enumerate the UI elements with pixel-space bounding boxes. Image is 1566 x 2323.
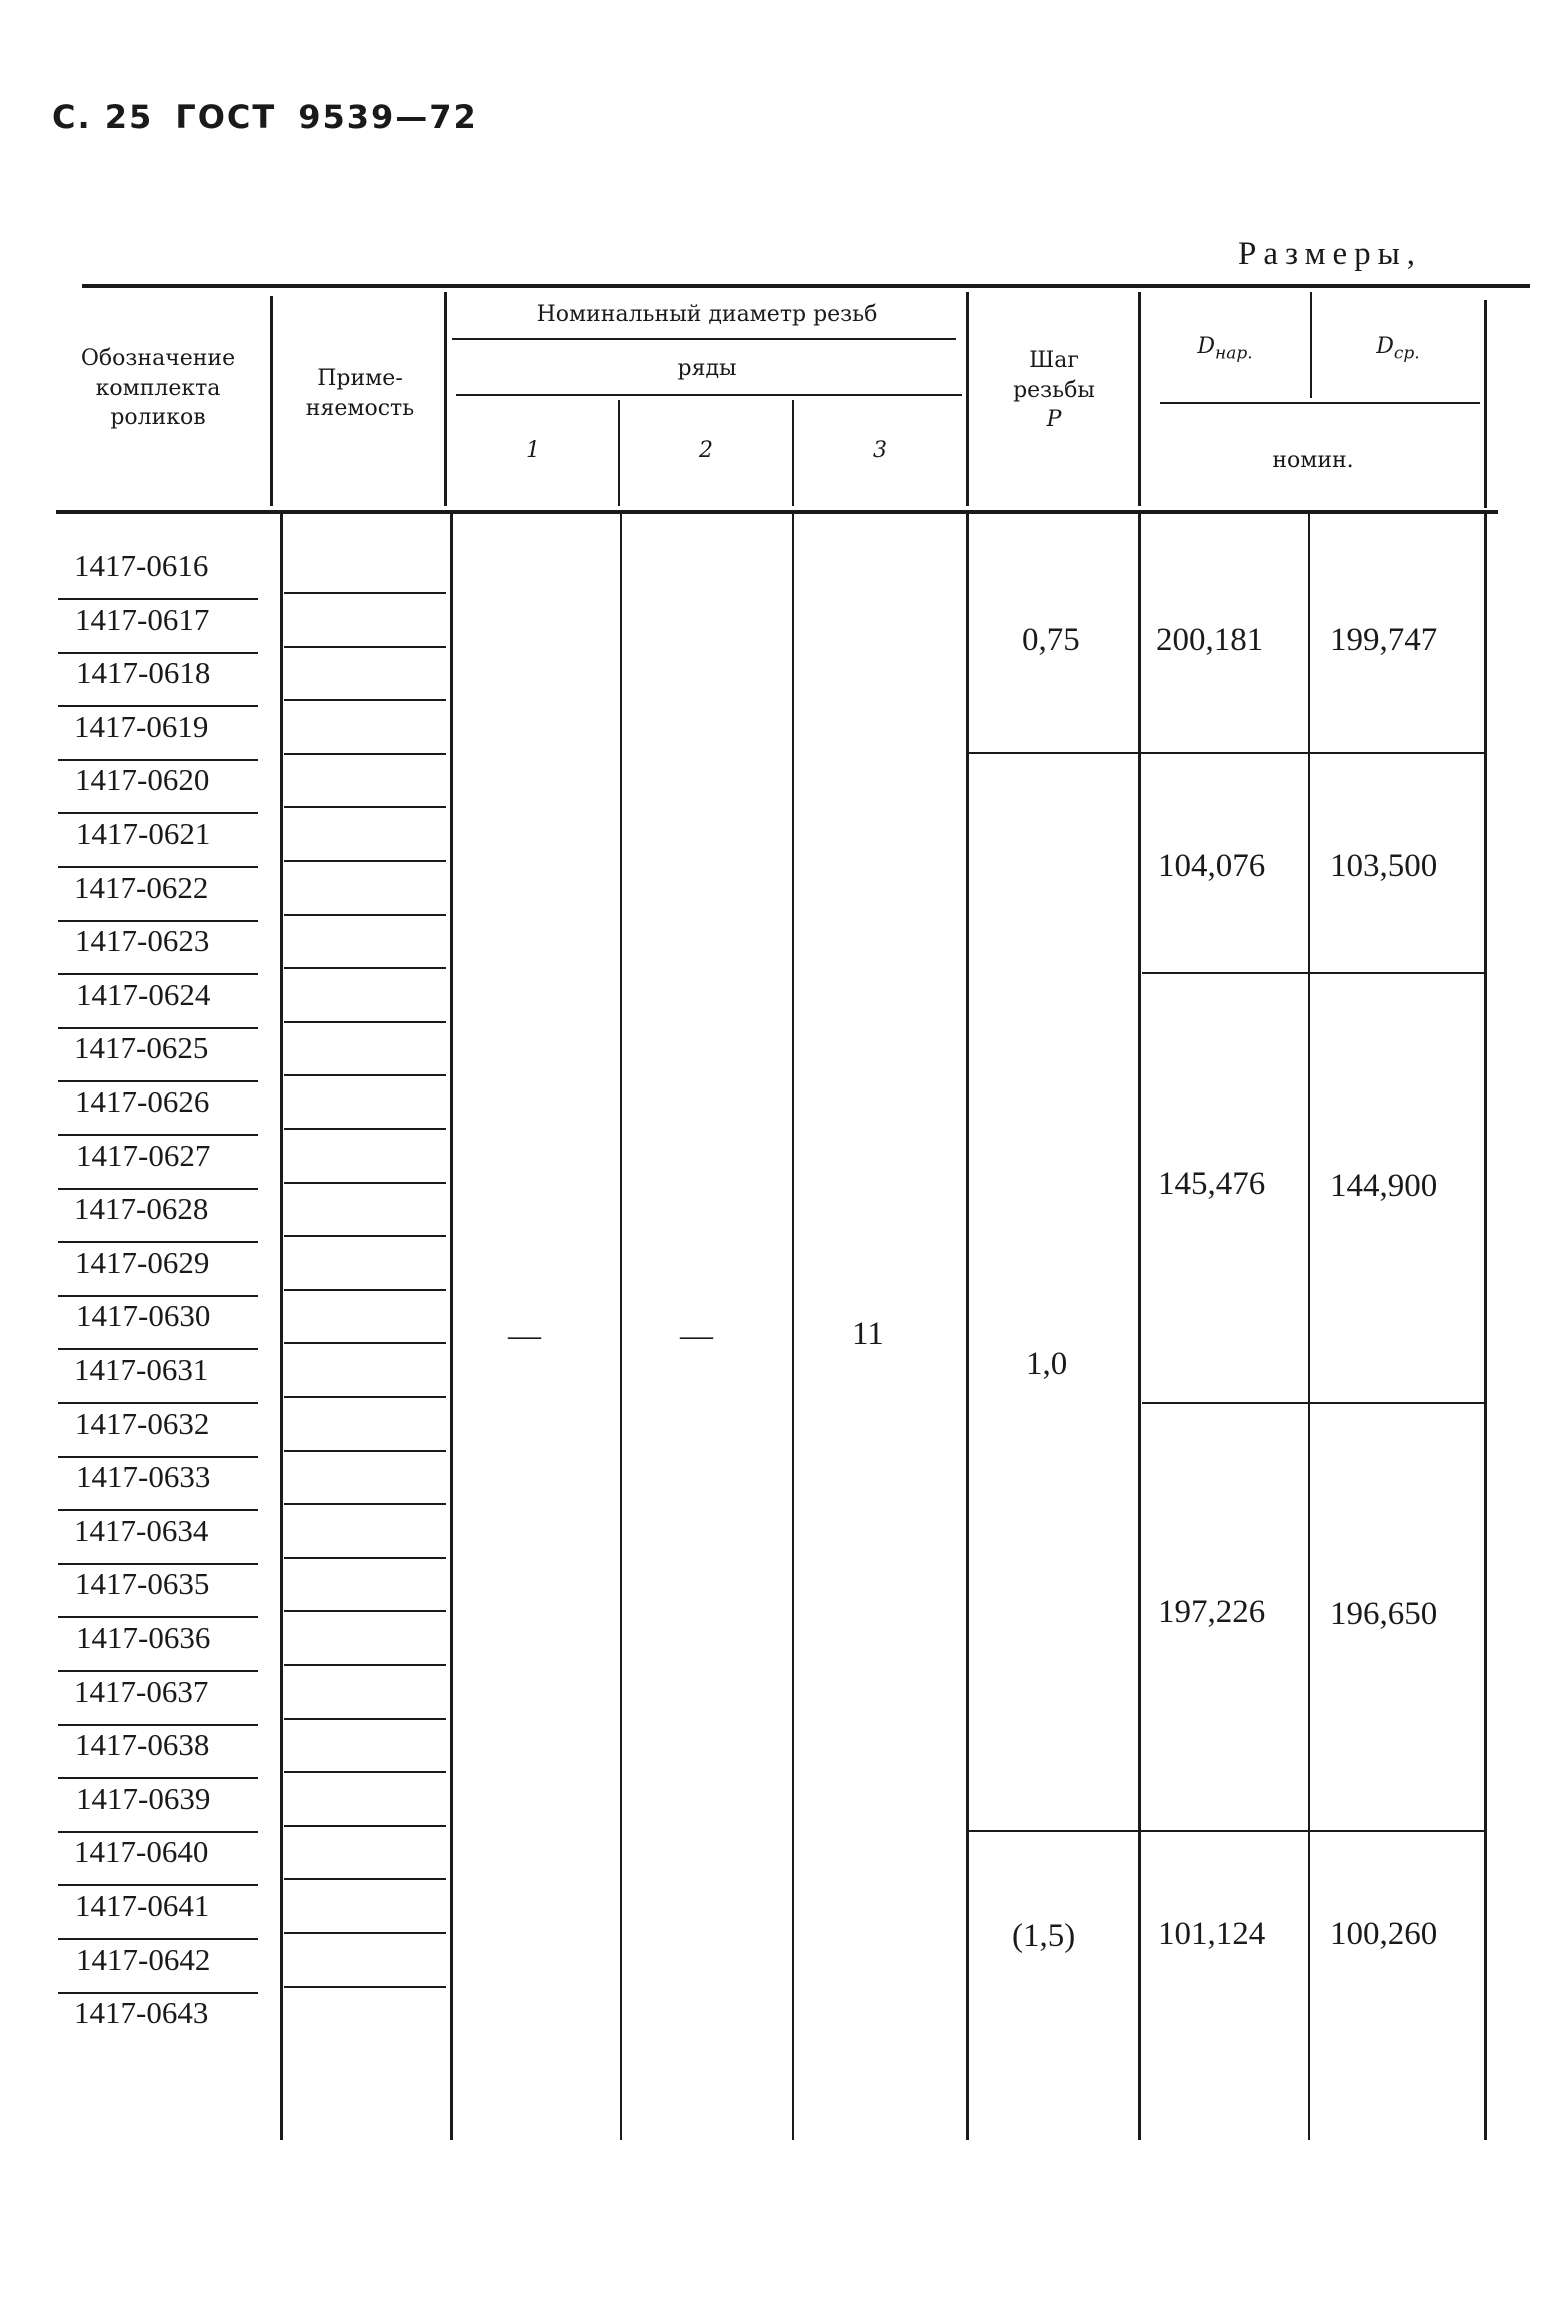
roller-set-code: 1417-0617 — [75, 601, 210, 637]
applicability-row-rule — [284, 1878, 446, 1880]
code-row-rule — [58, 1616, 258, 1618]
applicability-row-rule — [284, 1342, 446, 1344]
applicability-row-rule — [284, 699, 446, 701]
d-mid-value: 103,500 — [1330, 848, 1438, 884]
page-header — [52, 98, 500, 136]
table-top-rule — [82, 284, 1530, 288]
row-1-value: — — [508, 1318, 541, 1354]
roller-set-code: 1417-0633 — [76, 1459, 211, 1495]
roller-set-code: 1417-0626 — [75, 1084, 210, 1119]
code-row-rule — [58, 1080, 258, 1082]
code-row-rule — [58, 1670, 258, 1672]
applicability-row-rule — [284, 806, 446, 808]
roller-set-code: 1417-0629 — [75, 1244, 210, 1280]
roller-set-code: 1417-0642 — [76, 1941, 211, 1977]
code-row-rule — [58, 1348, 258, 1350]
d-outer-value: 104,076 — [1158, 848, 1266, 884]
header-bottom-rule — [56, 510, 1498, 514]
roller-set-code: 1417-0616 — [74, 548, 209, 583]
applicability-row-rule — [284, 1503, 446, 1505]
roller-set-code: 1417-0620 — [75, 762, 210, 798]
standard-number: 9539—72 — [298, 98, 478, 136]
roller-set-code: 1417-0619 — [74, 708, 209, 744]
pitch-value: 0,75 — [1022, 622, 1080, 658]
code-row-rule — [58, 1402, 258, 1404]
header-rows-label: ряды — [677, 356, 737, 381]
applicability-row-rule — [284, 1182, 446, 1184]
row-3-value: 11 — [852, 1316, 884, 1352]
header-row-2: 2 — [699, 438, 713, 463]
code-row-rule — [58, 973, 258, 975]
code-row-rule — [58, 866, 258, 868]
applicability-row-rule — [284, 1235, 446, 1237]
code-row-rule — [58, 1724, 258, 1726]
applicability-row-rule — [284, 753, 446, 755]
roller-set-code: 1417-0638 — [75, 1727, 210, 1763]
code-row-rule — [58, 1831, 258, 1833]
code-row-rule — [58, 1938, 258, 1940]
code-row-rule — [58, 812, 258, 814]
roller-set-code: 1417-0618 — [76, 655, 211, 691]
roller-set-code: 1417-0635 — [75, 1566, 210, 1602]
roller-set-code: 1417-0641 — [75, 1888, 210, 1923]
applicability-row-rule — [284, 1610, 446, 1612]
roller-set-code: 1417-0623 — [75, 923, 210, 959]
d-outer-value: 200,181 — [1156, 622, 1264, 658]
code-row-rule — [58, 1188, 258, 1190]
roller-set-code: 1417-0627 — [76, 1137, 211, 1173]
code-row-rule — [58, 1777, 258, 1779]
header-applicability: Приме- няемость — [305, 366, 415, 421]
roller-set-code: 1417-0636 — [76, 1620, 211, 1655]
code-row-rule — [58, 1563, 258, 1565]
d-outer-value: 197,226 — [1158, 1594, 1266, 1630]
roller-set-code: 1417-0624 — [76, 976, 211, 1012]
page-number: С. 25 — [52, 98, 154, 136]
code-row-rule — [58, 759, 258, 761]
roller-set-code: 1417-0637 — [74, 1673, 209, 1709]
roller-set-code: 1417-0621 — [76, 816, 211, 851]
header-pitch: Шаг резьбы P — [1013, 348, 1095, 433]
d-outer-value: 145,476 — [1158, 1166, 1266, 1202]
code-row-rule — [58, 1027, 258, 1029]
header-d-outer: $D_{нар.}$ — [1197, 334, 1253, 364]
pitch-value: (1,5) — [1012, 1918, 1076, 1954]
roller-set-code: 1417-0628 — [74, 1191, 209, 1227]
applicability-row-rule — [284, 1986, 446, 1988]
pitch-value: 1,0 — [1026, 1346, 1068, 1382]
d-mid-value: 144,900 — [1330, 1168, 1438, 1204]
roller-set-code: 1417-0632 — [75, 1405, 210, 1441]
units-label: Размеры, — [1238, 236, 1423, 272]
code-row-rule — [58, 1992, 258, 1994]
applicability-row-rule — [284, 1021, 446, 1023]
roller-set-code: 1417-0625 — [74, 1030, 209, 1066]
code-row-rule — [58, 1241, 258, 1243]
standard-name: ГОСТ — [175, 98, 277, 136]
header-nominal: номин. — [1272, 448, 1354, 473]
roller-set-code: 1417-0631 — [74, 1352, 209, 1387]
row-2-value: — — [680, 1318, 713, 1354]
header-nominal-diameter: Номинальный диаметр резьб — [536, 302, 878, 327]
code-row-rule — [58, 705, 258, 707]
applicability-row-rule — [284, 1396, 446, 1398]
code-row-rule — [58, 1295, 258, 1297]
applicability-row-rule — [284, 1771, 446, 1773]
applicability-row-rule — [284, 592, 446, 594]
header-row-3: 3 — [873, 438, 887, 463]
code-row-rule — [58, 1134, 258, 1136]
applicability-row-rule — [284, 1718, 446, 1720]
applicability-row-rule — [284, 1450, 446, 1452]
d-outer-value: 101,124 — [1158, 1916, 1266, 1952]
code-row-rule — [58, 1456, 258, 1458]
applicability-row-rule — [284, 914, 446, 916]
roller-set-code: 1417-0643 — [74, 1995, 209, 2031]
applicability-row-rule — [284, 646, 446, 648]
roller-set-code: 1417-0634 — [74, 1512, 209, 1548]
roller-set-code: 1417-0639 — [76, 1780, 211, 1816]
roller-set-code: 1417-0630 — [76, 1298, 211, 1334]
roller-set-code: 1417-0622 — [74, 869, 209, 905]
applicability-row-rule — [284, 1289, 446, 1291]
applicability-row-rule — [284, 860, 446, 862]
code-row-rule — [58, 652, 258, 654]
applicability-row-rule — [284, 1825, 446, 1827]
header-d-mid: $D_{ср.}$ — [1376, 334, 1420, 364]
header-designation: Обозначение комплекта роликов — [80, 346, 236, 431]
code-row-rule — [58, 1509, 258, 1511]
code-row-rule — [58, 1884, 258, 1886]
applicability-row-rule — [284, 1932, 446, 1934]
applicability-row-rule — [284, 1128, 446, 1130]
roller-set-code: 1417-0640 — [74, 1834, 209, 1870]
d-mid-value: 100,260 — [1330, 1916, 1438, 1952]
d-mid-value: 196,650 — [1330, 1596, 1438, 1632]
applicability-row-rule — [284, 1074, 446, 1076]
applicability-row-rule — [284, 967, 446, 969]
d-mid-value: 199,747 — [1330, 622, 1438, 658]
applicability-row-rule — [284, 1557, 446, 1559]
code-row-rule — [58, 598, 258, 600]
header-row-1: 1 — [526, 438, 540, 463]
code-row-rule — [58, 920, 258, 922]
applicability-row-rule — [284, 1664, 446, 1666]
